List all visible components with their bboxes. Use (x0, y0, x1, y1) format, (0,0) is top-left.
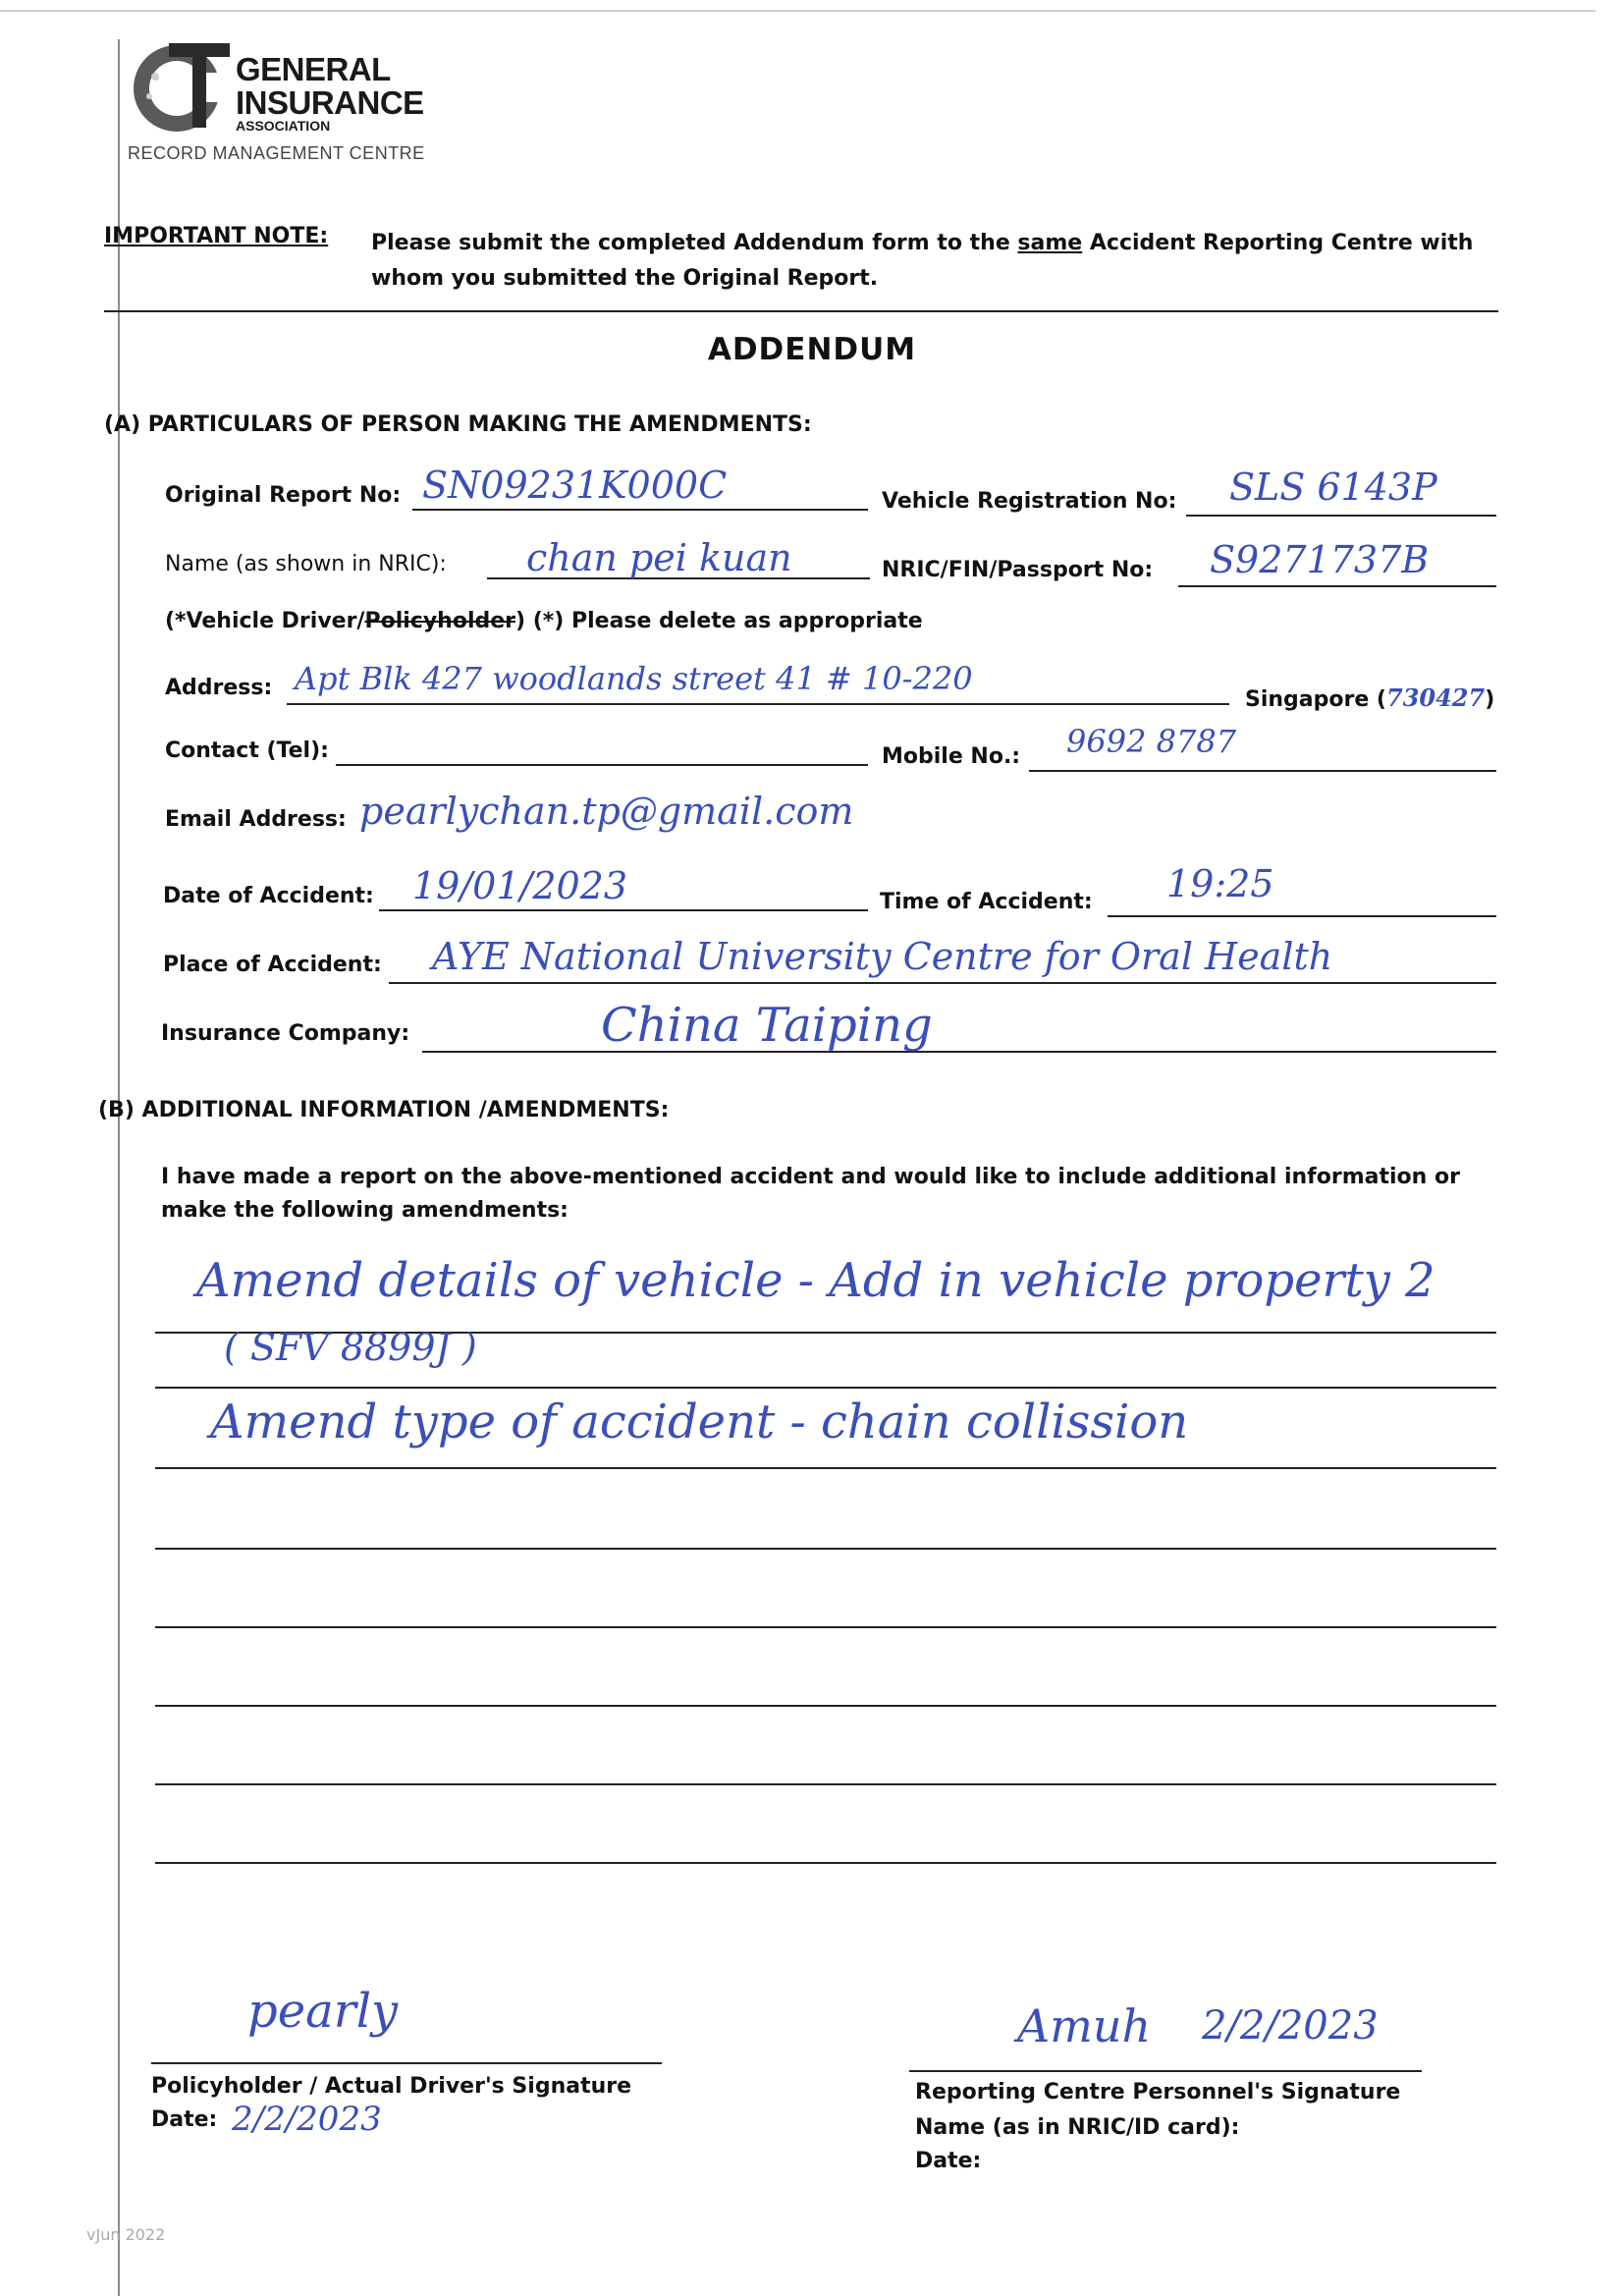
date-of-accident-line (379, 909, 868, 911)
place-of-accident-value[interactable]: AYE National University Centre for Oral Health (432, 935, 1333, 978)
note-divider (104, 310, 1498, 312)
insurance-company-line (422, 1051, 1496, 1053)
important-note-text: Please submit the completed Addendum form to the same Accident Reporting Centre with whom you submitted the Original Report. (371, 231, 1474, 291)
logo-subtitle: RECORD MANAGEMENT CENTRE (128, 143, 425, 163)
personnel-signature-date[interactable]: 2/2/2023 (1202, 2003, 1379, 2049)
mobile-value[interactable]: 9692 8787 (1066, 723, 1237, 760)
amendment-text-2[interactable]: ( SFV 8899J ) (224, 1326, 477, 1369)
mobile-label: Mobile No.: (882, 744, 1021, 769)
time-of-accident-value[interactable]: 19:25 (1166, 862, 1274, 905)
amendment-text-1[interactable]: Amend details of vehicle - Add in vehicle property 2 (196, 1253, 1435, 1308)
insurance-company-value[interactable]: China Taiping (601, 998, 933, 1053)
place-of-accident-label: Place of Accident: (163, 953, 382, 977)
amendment-line-7 (155, 1783, 1496, 1785)
form-version-code: vJun 2022 (86, 2225, 166, 2244)
amendment-line-6 (155, 1705, 1496, 1707)
contact-label: Contact (Tel): (165, 738, 329, 763)
postal-code-value[interactable]: 730427 (1386, 683, 1486, 712)
name-value[interactable]: chan pei kuan (526, 536, 792, 579)
original-report-label: Original Report No: (165, 483, 402, 508)
section-b-intro: I have made a report on the above-mentioned accident and would like to include additional information or make the following amendments: (161, 1165, 1460, 1223)
amendment-line-3 (155, 1467, 1496, 1469)
place-of-accident-line (389, 982, 1496, 984)
insurance-company-label: Insurance Company: (161, 1021, 410, 1046)
personnel-signature-line (909, 2070, 1422, 2072)
amendment-line-5 (155, 1626, 1496, 1628)
nric-line (1178, 585, 1496, 587)
address-value[interactable]: Apt Blk 427 woodlands street 41 # 10-220 (295, 660, 973, 697)
date-of-accident-label: Date of Accident: (163, 884, 374, 908)
time-of-accident-label: Time of Accident: (880, 890, 1093, 914)
policyholder-signature-line (151, 2062, 662, 2064)
singapore-label: Singapore (730427) (1245, 683, 1495, 712)
form-title: ADDENDUM (707, 332, 917, 367)
policyholder-date-value[interactable]: 2/2/2023 (232, 2100, 382, 2139)
vehicle-reg-line (1186, 515, 1496, 517)
personnel-signature[interactable]: Amuh (1017, 1999, 1152, 2052)
date-of-accident-value[interactable]: 19/01/2023 (412, 864, 628, 907)
section-a-heading: (A) PARTICULARS OF PERSON MAKING THE AMENDMENTS: (104, 412, 812, 437)
time-of-accident-line (1108, 915, 1496, 917)
logo-line-association: ASSOCIATION (236, 118, 331, 134)
driver-policyholder-note: (*Vehicle Driver/Policyholder) (*) Please delete as appropriate (165, 609, 923, 633)
logo-line-general: GENERAL (236, 51, 391, 87)
amendment-line-8 (155, 1862, 1496, 1864)
policyholder-signature[interactable]: pearly (247, 1984, 399, 2039)
personnel-name-label: Name (as in NRIC/ID card): (915, 2115, 1240, 2140)
nric-value[interactable]: S9271737B (1210, 538, 1430, 581)
vehicle-reg-value[interactable]: SLS 6143P (1229, 465, 1437, 509)
logo-line-insurance: INSURANCE (236, 84, 424, 121)
amendment-line-2 (155, 1387, 1496, 1389)
margin-rule (118, 39, 120, 2296)
contact-line (336, 764, 868, 766)
important-note-label: IMPORTANT NOTE: (104, 224, 329, 248)
mobile-line (1029, 770, 1496, 772)
nric-label: NRIC/FIN/Passport No: (882, 558, 1154, 582)
personnel-signature-label: Reporting Centre Personnel's Signature (915, 2080, 1401, 2105)
amendment-line-4 (155, 1548, 1496, 1550)
vehicle-reg-label: Vehicle Registration No: (882, 489, 1177, 514)
original-report-line (412, 509, 868, 511)
personnel-date-label: Date: (915, 2149, 982, 2173)
section-b-heading: (B) ADDITIONAL INFORMATION /AMENDMENTS: (98, 1098, 670, 1122)
name-label: Name (as shown in NRIC): (165, 552, 447, 576)
email-value[interactable]: pearlychan.tp@gmail.com (359, 790, 854, 833)
gia-logo-icon (130, 37, 240, 136)
amendment-text-3[interactable]: Amend type of accident - chain collission (210, 1394, 1189, 1449)
policyholder-date-label: Date: (151, 2107, 218, 2132)
address-line (287, 703, 1229, 705)
policyholder-signature-label: Policyholder / Actual Driver's Signature (151, 2074, 632, 2099)
address-label: Address: (165, 676, 273, 700)
email-label: Email Address: (165, 807, 347, 832)
scan-top-edge (0, 10, 1596, 12)
original-report-value[interactable]: SN09231K000C (422, 464, 728, 507)
